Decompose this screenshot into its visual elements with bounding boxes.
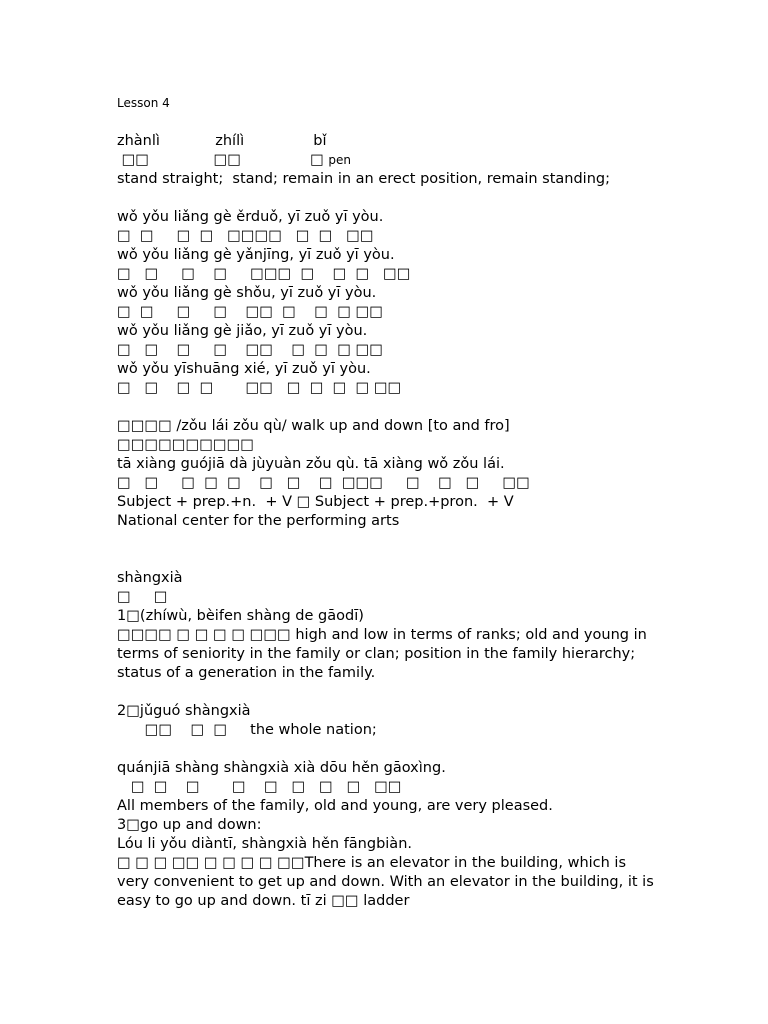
- glyphs-4: □ □ □ □ □□ □ □ □ □□: [117, 342, 383, 358]
- glyphs-3: □ □ □ □ □□ □ □ □ □□: [117, 304, 383, 320]
- meaning-1: 1□(zhíwù, bèifen shàng de gāodī): [117, 608, 364, 624]
- sentence-5: wǒ yǒu yīshuāng xié, yī zuǒ yī yòu.: [117, 361, 371, 377]
- grammar-pattern: Subject + prep.+n. + V □ Subject + prep.+pron. + V: [117, 494, 514, 510]
- example-glyphs: □ □ □ □ □ □ □ □ □□: [117, 779, 402, 795]
- sentence-4: wǒ yǒu liǎng gè jiǎo, yī zuǒ yī yòu.: [117, 323, 368, 339]
- pinyin-zhili: zhílì: [215, 133, 245, 149]
- pinyin-bi: bǐ: [313, 133, 327, 149]
- walk-sentence-glyphs: □ □ □ □ □ □ □ □ □□□ □ □ □ □□: [117, 475, 530, 491]
- glyph-zhili: □□: [213, 152, 241, 168]
- meaning-3-sentence: Lóu li yǒu diàntī, shàngxià hěn fāngbiàn.: [117, 836, 412, 852]
- glyph-zhanli: □□: [121, 152, 150, 168]
- glyph-bi: □: [310, 152, 324, 168]
- glyphs-5: □ □ □ □ □□ □ □ □ □ □□: [117, 380, 402, 396]
- meaning-3: 3□go up and down:: [117, 817, 262, 833]
- sentence-2: wǒ yǒu liǎng gè yǎnjīng, yī zuǒ yī yòu.: [117, 247, 395, 263]
- lesson-heading: Lesson 4: [117, 96, 170, 110]
- glyphs-1: □ □ □ □ □□□□ □ □ □□: [117, 228, 374, 244]
- pen-label: pen: [328, 153, 352, 167]
- example-translation: All members of the family, old and young, are very pleased.: [117, 798, 553, 814]
- meaning-1-definition: □□□□ □ □ □ □ □□□ high and low in terms of ranks; old and young in terms of seniority in the family or clan; position in the family hierarchy; status of a generation in the family.: [117, 627, 647, 681]
- meaning-3-definition: □ □ □ □□ □ □ □ □ □□There is an elevator in the building, which is very convenient to get up and down. With an elevator in the building, it is easy to go up and down. tī zi □□ ladder: [117, 855, 654, 909]
- walk-phrase: □□□□ /zǒu lái zǒu qù/ walk up and down [to and fro]: [117, 418, 510, 434]
- shangxia-heading: shàngxià: [117, 570, 183, 586]
- glyph-row: [117, 151, 351, 170]
- sentence-3: wǒ yǒu liǎng gè shǒu, yī zuǒ yī yòu.: [117, 285, 377, 301]
- shangxia-glyphs: □ □: [117, 589, 168, 605]
- example-sentence: quánjiā shàng shàngxià xià dōu hěn gāoxìng.: [117, 760, 446, 776]
- sentence-1: wǒ yǒu liǎng gè ěrduǒ, yī zuǒ yī yòu.: [117, 209, 384, 225]
- walk-sentence: tā xiàng guójiā dà jùyuàn zǒu qù. tā xiàng wǒ zǒu lái.: [117, 456, 505, 472]
- glyphs-2: □ □ □ □ □□□ □ □ □ □□: [117, 266, 411, 282]
- center-line: National center for the performing arts: [117, 513, 400, 529]
- meaning-2-gloss: □□ □ □ the whole nation;: [117, 722, 377, 738]
- pinyin-zhanli: zhànlì: [117, 133, 160, 149]
- walk-glyphs: □□□□□□□□□□: [117, 437, 254, 453]
- definition-line: stand straight; stand; remain in an erect position, remain standing;: [117, 171, 610, 187]
- pinyin-row: [117, 132, 327, 151]
- meaning-2: 2□jǔguó shàngxià: [117, 703, 251, 719]
